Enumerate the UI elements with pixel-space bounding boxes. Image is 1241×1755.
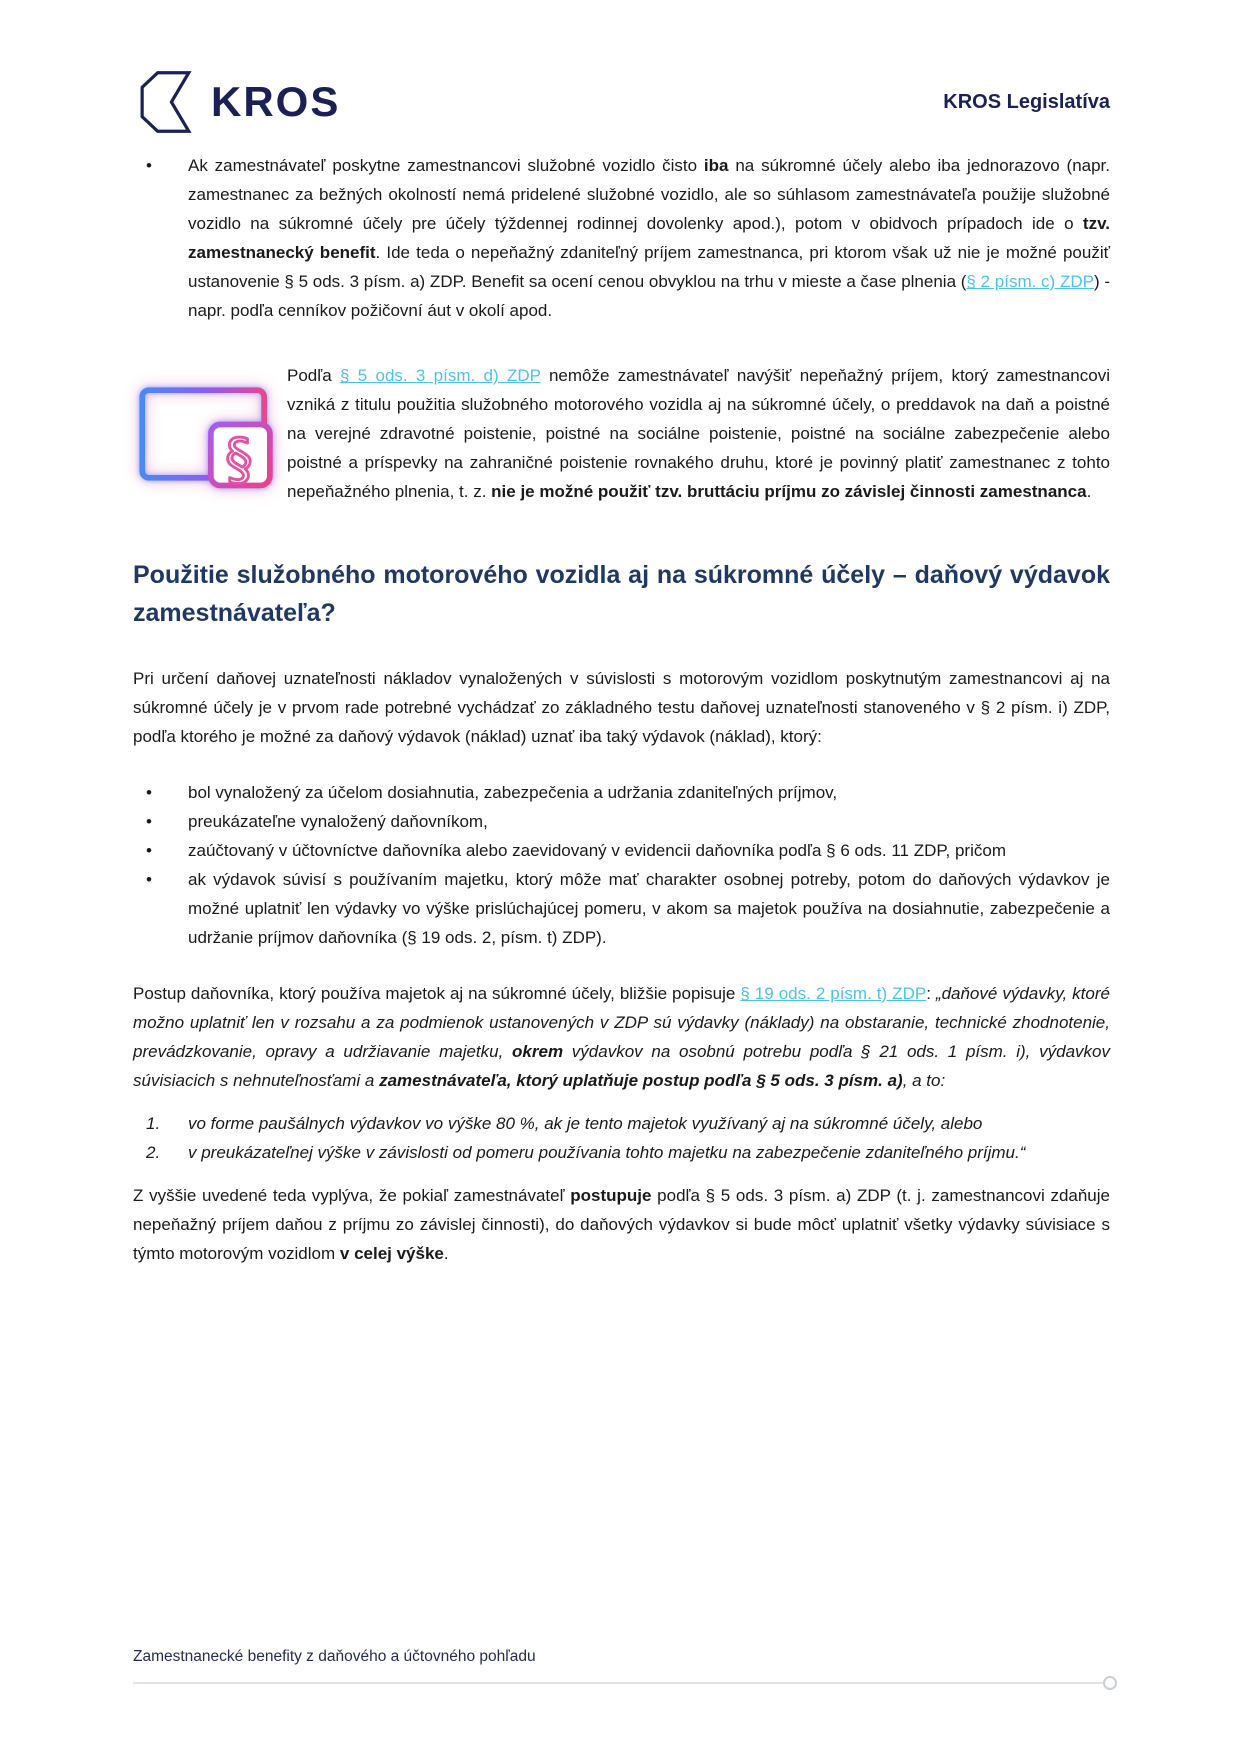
criteria-list (133, 778, 1110, 952)
section-heading: Použitie služobného motorového vozidla aj na súkromné účely – daňový výdavok zamestnávateľa? (133, 561, 1110, 627)
note-icon-wrap (133, 366, 287, 502)
note-text: Podľa § 5 ods. 3 písm. d) ZDP nemôže zamestnávateľ navýšiť nepeňažný príjem, ktorý zamestnancovi vzniká z titulu použitia služobného motorového vozidla aj na súkromné účely, o preddavok na daň a poistné na verejné zdravotné poistenie, poistné na sociálne poistenie, poistné na sociálne zabezpečenie alebo poistné a príspevky na zahraničné poistenie rovnakého druhu, ktoré je povinný platiť zamestnanec z tohto nepeňažného plnenia, t. z. nie je možné použiť tzv. bruttáciu príjmu zo závislej činnosti zamestnanca. (287, 366, 1110, 501)
numbered-item (133, 1138, 1110, 1167)
doc-type-label: KROS Legislatíva (943, 90, 1110, 113)
intro-bullet-item: • Ak zamestnávateľ poskytne zamestnancovi služobné vozidlo čisto iba na súkromné účely alebo iba jednorazovo (napr. zamestnanec za bežných okolností nemá pridelené služobné vozidlo, ale so súhlasom zamestnávateľa použije služobné vozidlo na súkromné účely pre účely týždennej rodinnej dovolenky apod.), potom v obidvoch prípadoch ide o tzv. zamestnanecký benefit. Ide teda o nepeňažný zdaniteľný príjem zamestnanca, pri ktorom však už nie je možné použiť ustanovenie § 5 ods. 3 písm. a) ZDP. Benefit sa ocení cenou obvyklou na trhu v mieste a čase plnenia (§ 2 písm. c) ZDP) - napr. podľa cenníkov požičovní áut v okolí apod. (133, 151, 1110, 325)
svg-text:§: § (225, 427, 253, 492)
neon-paragraph-document-icon (127, 366, 287, 502)
legal-reference-link[interactable]: § 19 ods. 2 písm. t) ZDP (740, 984, 927, 1003)
conclusion-paragraph: Z vyššie uvedené teda vyplýva, že pokiaľ zamestnávateľ postupuje podľa § 5 ods. 3 písm. a) ZDP (t. j. zamestnancovi zdaňuje nepeňažný príjem daňou z príjmu zo závislej činnosti), do daňových výdavkov si bude môcť uplatniť všetky výdavky súvisiace s týmto motorovým vozidlom v celej výške. (133, 1186, 1110, 1263)
page-header (133, 65, 1110, 139)
page-footer (133, 1648, 1110, 1684)
numbered-item (133, 1109, 1110, 1138)
intro-paragraph: Pri určení daňovej uznateľnosti nákladov vynaložených v súvislosti s motorovým vozidlom poskytnutým zamestnancovi aj na súkromné účely je v prvom rade potrebné vychádzať zo základného testu daňovej uznateľnosti stanoveného v § 2 písm. i) ZDP, podľa ktorého je možné za daňový výdavok (náklad) uznať iba taký výdavok (náklad), ktorý: (133, 669, 1110, 746)
legal-reference-link[interactable]: § 5 ods. 3 písm. d) ZDP (339, 366, 541, 385)
kros-logo-text: KROS (211, 78, 341, 125)
criteria-item: • bol vynaložený za účelom dosiahnutia, zabezpečenia a udržania zdaniteľných príjmov, (133, 778, 1110, 807)
note-block (133, 361, 1110, 506)
postup-paragraph: Postup daňovníka, ktorý používa majetok aj na súkromné účely, bližšie popisuje § 19 ods. 2 písm. t) ZDP: „daňové výdavky, ktoré možno uplatniť len v rozsahu a za podmienok ustanovených v ZDP sú výdavky (náklady) na obstaranie, technické zhodnotenie, prevádzkovanie, opravy a udržiavanie majetku, okrem výdavkov na osobnú potrebu podľa § 21 ods. 1 písm. i), výdavkov súvisiacich s nehnuteľnosťami a zamestnávateľa, ktorý uplatňuje postup podľa § 5 ods. 3 písm. a), a to: (133, 984, 1110, 1090)
criteria-item: • preukázateľne vynaložený daňovníkom, (133, 807, 1110, 836)
footer-title: Zamestnanecké benefity z daňového a účtovného pohľadu (133, 1648, 536, 1665)
item-number: 1. (146, 1114, 161, 1133)
item-text: v preukázateľnej výške v závislosti od pomeru používania tohto majetku na zabezpečenie zdaniteľného príjmu.“ (188, 1143, 1026, 1162)
kros-logo-mark-icon (133, 68, 197, 136)
legal-reference-link[interactable]: § 2 písm. c) ZDP (966, 272, 1094, 291)
criteria-item: • zaúčtovaný v účtovníctve daňovníka alebo zaevidovaný v evidencii daňovníka podľa § 6 ods. 11 ZDP, pričom (133, 836, 1110, 865)
footer-rule (133, 1682, 1110, 1684)
item-number: 2. (146, 1143, 161, 1162)
kros-logo (133, 68, 340, 136)
item-text: vo forme paušálnych výdavkov vo výške 80 %, ak je tento majetok využívaný aj na súkromné účely, alebo (188, 1114, 983, 1133)
criteria-item: • ak výdavok súvisí s používaním majetku, ktorý môže mať charakter osobnej potreby, potom do daňových výdavkov je možné uplatniť len výdavky vo výške prislúchajúcej pomeru, v akom sa majetok používa na dosiahnutie, zabezpečenie a udržanie príjmov daňovníka (§ 19 ods. 2, písm. t) ZDP). (133, 865, 1110, 952)
footer-dot-icon (1103, 1676, 1117, 1690)
numbered-list (133, 1109, 1110, 1167)
